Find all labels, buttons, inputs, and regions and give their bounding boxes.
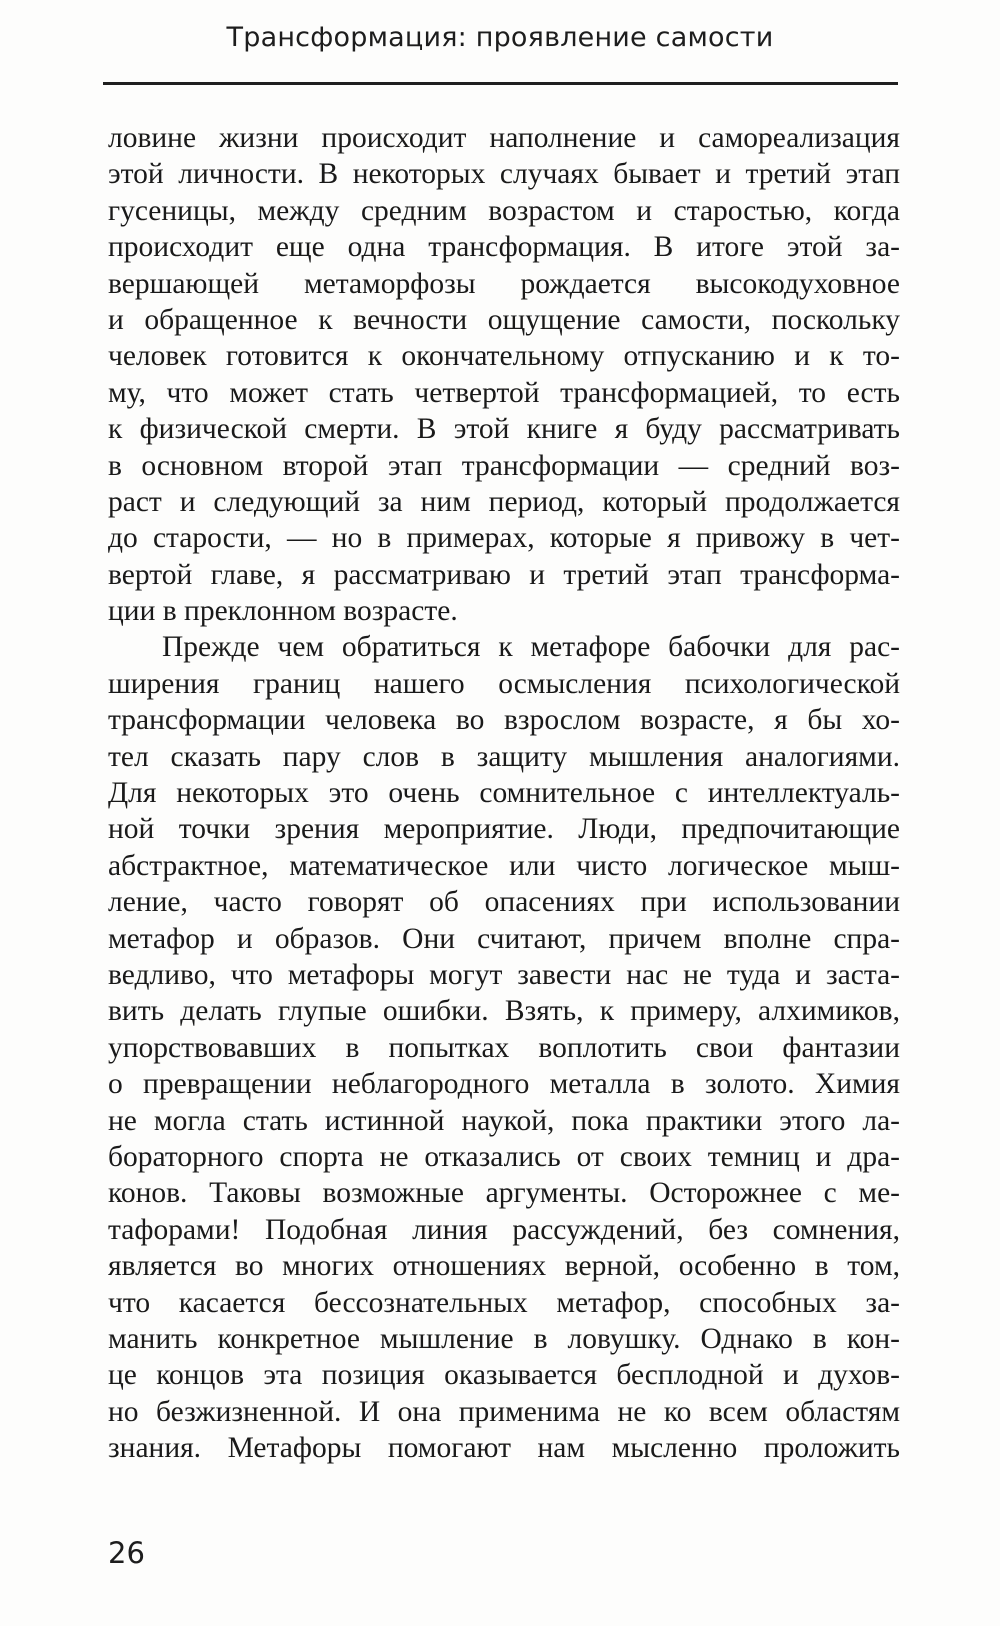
text-line: в основном второй этап трансформации — средний воз-: [108, 449, 900, 482]
text-line: упорствовавших в попытках воплотить свои фантазии: [108, 1031, 900, 1064]
text-line: ведливо, что метафоры могут завести нас не туда и заста-: [108, 958, 900, 991]
text-line: ширения границ нашего осмысления психологической: [108, 667, 900, 700]
running-header-title: Трансформация: проявление самости: [226, 22, 774, 53]
text-line: является во многих отношениях верной, особенно в том,: [108, 1250, 900, 1283]
text-line: вертой главе, я рассматриваю и третий этап трансформа-: [108, 558, 900, 591]
paragraph-first-line: Прежде чем обратиться к метафоре бабочки для рас-: [162, 631, 900, 664]
body-text: [108, 120, 900, 1466]
text-line: о превращении неблагородного металла в золото. Химия: [108, 1068, 900, 1101]
text-line: конов. Таковы возможные аргументы. Осторожнее с ме-: [108, 1177, 900, 1210]
text-line: и обращенное к вечности ощущение самости, поскольку: [108, 303, 900, 336]
text-line: абстрактное, математическое или чисто логическое мыш-: [108, 849, 900, 882]
text-line: це концов эта позиция оказывается бесплодной и духов-: [108, 1359, 900, 1392]
text-line: этой личности. В некоторых случаях бывает и третий этап: [108, 158, 900, 191]
text-line: раст и следующий за ним период, который продолжается: [108, 485, 900, 518]
text-line: ление, часто говорят об опасениях при использовании: [108, 886, 900, 919]
text-line: тафорами! Подобная линия рассуждений, без сомнения,: [108, 1213, 900, 1246]
text-line: гусеницы, между средним возрастом и старостью, когда: [108, 194, 900, 227]
text-line: Для некоторых это очень сомнительное с интеллектуаль-: [108, 777, 900, 810]
text-line: ной точки зрения мероприятие. Люди, предпочитающие: [108, 813, 900, 846]
text-line: знания. Метафоры помогают нам мысленно проложить: [108, 1432, 900, 1465]
text-line: ловине жизни происходит наполнение и самореализация: [108, 122, 900, 154]
text-line: метафор и образов. Они считают, причем вполне спра-: [108, 922, 900, 955]
text-line: происходит еще одна трансформация. В итоге этой за-: [108, 231, 900, 264]
text-line: вершающей метаморфозы рождается высокодуховное: [108, 267, 900, 300]
header-rule: [103, 82, 898, 85]
text-line: но безжизненной. И она применима не ко всем областям: [108, 1395, 900, 1428]
text-line: что касается бессознательных метафор, способных за-: [108, 1286, 900, 1319]
text-line: человек готовится к окончательному отпусканию и к то-: [108, 340, 900, 373]
text-line: бораторного спорта не отказались от своих темниц и дра-: [108, 1140, 900, 1173]
text-line: манить конкретное мышление в ловушку. Однако в кон-: [108, 1322, 900, 1355]
text-line: к физической смерти. В этой книге я буду рассматривать: [108, 413, 900, 446]
text-line: вить делать глупые ошибки. Взять, к примеру, алхимиков,: [108, 995, 900, 1028]
text-line: ции в преклонном возрасте.: [108, 595, 458, 628]
page-number: 26: [108, 1536, 145, 1570]
text-line: до старости, — но в примерах, которые я привожу в чет-: [108, 522, 900, 555]
text-line: трансформации человека во взрослом возрасте, я бы хо-: [108, 704, 900, 737]
text-line: не могла стать истинной наукой, пока практики этого ла-: [108, 1104, 900, 1137]
text-line: тел сказать пару слов в защиту мышления аналогиями.: [108, 740, 900, 773]
text-line: му, что может стать четвертой трансформацией, то есть: [108, 376, 900, 409]
